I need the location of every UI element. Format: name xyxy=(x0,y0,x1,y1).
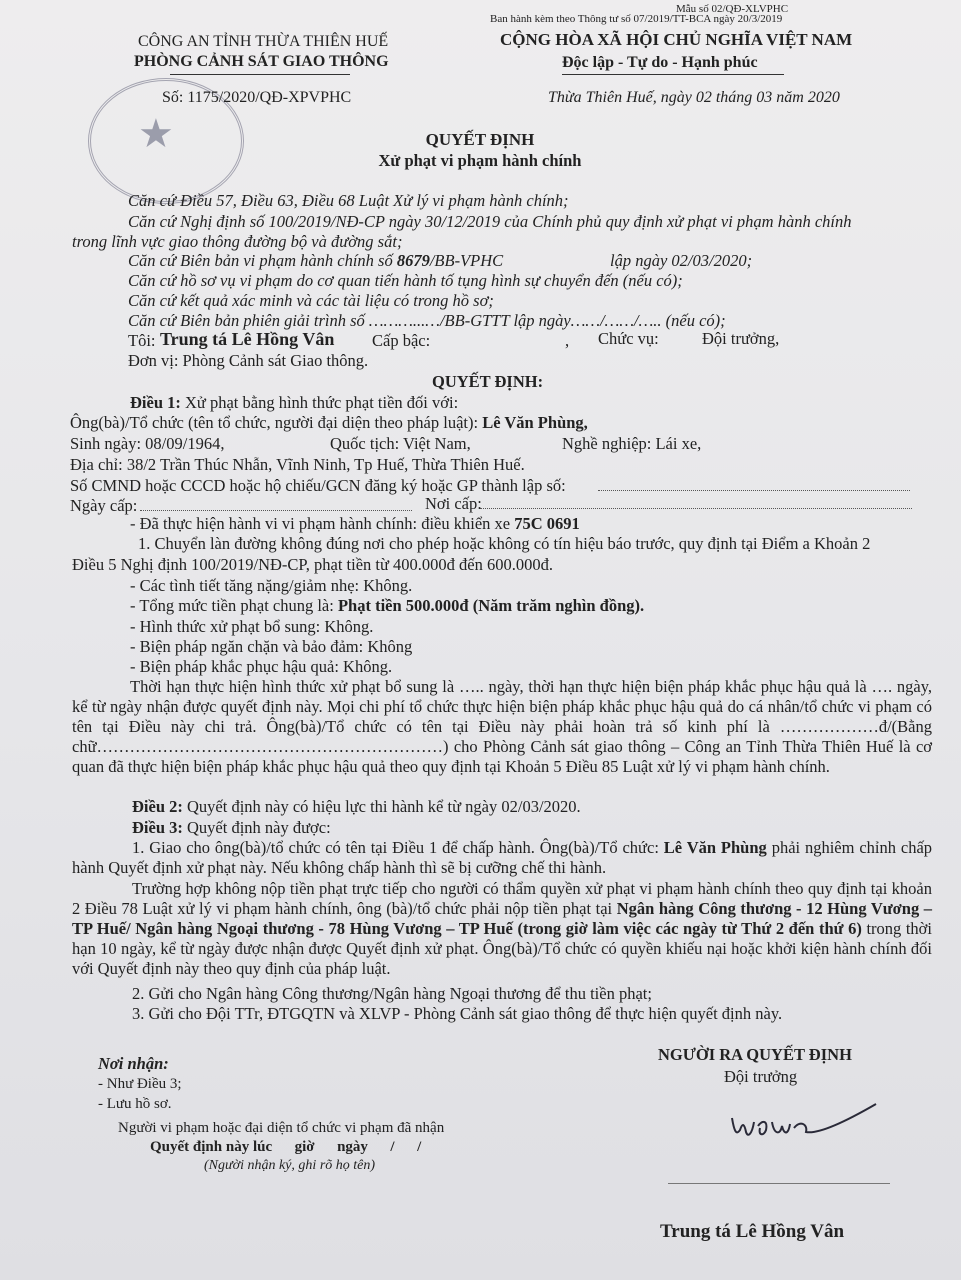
rank-label: Cấp bậc: xyxy=(372,331,431,350)
article-1-label: Điều 1: xyxy=(130,393,181,412)
receipt-line-3: (Người nhận ký, ghi rõ họ tên) xyxy=(204,1158,376,1173)
receipt-line-2: Quyết định này lúc giờ ngày / / xyxy=(150,1139,422,1155)
payment-bank: Ngân hàng Công thương - 12 Hùng Vương – TP Huế/ Ngân hàng Ngoại thương - 78 Hùng Vương – TP Huế (trong giờ làm việc các ngày từ Thứ 2 đến thứ 6) xyxy=(72,899,933,938)
id-dots xyxy=(598,490,910,491)
article-1-paragraph: Thời hạn thực hiện hình thức xử phạt bổ sung là ….. ngày, thời hạn thực hiện biện pháp khắc phục hậu quả là …. ngày, kể từ ngày nhận được quyết định này. Mọi chi phí tổ chức thực hiện biện pháp khắc phục hậu quả do cá nhân/tổ chức vi phạm có tên tại Điều này chi trả. Ông(bà)/Tổ chức có tên tại Điều này phải hoàn trả số kinh phí là ………………đ/(Bằng chữ………………………………………………………) cho Phòng Cảnh sát giao thông – Công an Tỉnh Thừa Thiên Huế là cơ quan đã thực hiện biện pháp khắc phục hậu quả theo quy định tại Khoản 5 Điều 85 Luật xử lý vi phạm hành chính. xyxy=(72,677,932,776)
rank-comma: , xyxy=(565,331,570,350)
item-1-text-a: 1. Giao cho ông(bà)/tổ chức có tên tại Điều 1 để chấp hành. Ông(bà)/Tổ chức: xyxy=(132,838,659,857)
article-3-label: Điều 3: xyxy=(132,818,183,837)
article-3-text: Quyết định này được: xyxy=(187,818,331,837)
basis-1: Căn cứ Điều 57, Điều 63, Điều 68 Luật Xử lý vi phạm hành chính; xyxy=(128,191,569,210)
receipt-line-1: Người vi phạm hoặc đại diện tổ chức vi phạm đã nhận xyxy=(118,1120,445,1136)
payment-text-b: trong thời hạn 10 ngày, kể từ ngày được nhận được Quyết định xử phạt. Ông(bà)/Tổ chức có quyền khiếu nại hoặc khởi kiện hành chính đối với Quyết định này theo quy định của pháp luật. xyxy=(72,919,932,978)
id-label: Số CMND hoặc CCCD hoặc hộ chiếu/GCN đăng ký hoặc GP thành lập số: xyxy=(70,476,566,495)
total-fine-line xyxy=(130,596,644,616)
article-1-text: Xử phạt bằng hình thức phạt tiền đối với: xyxy=(185,393,459,412)
basis-3 xyxy=(128,251,503,271)
violation-line xyxy=(130,514,580,534)
nationality: Quốc tịch: Việt Nam, xyxy=(330,434,471,453)
document-title: QUYẾT ĐỊNH xyxy=(425,130,535,149)
signer-title: NGƯỜI RA QUYẾT ĐỊNH xyxy=(658,1045,852,1064)
form-issued-note: Ban hành kèm theo Thông tư số 07/2019/TT-BCA ngày 20/3/2019 xyxy=(490,13,783,25)
signer-role: Đội trưởng xyxy=(724,1067,798,1086)
stamp-star-icon: ★ xyxy=(138,111,174,156)
preventive-measure: - Biện pháp ngăn chặn và bảo đảm: Không xyxy=(130,637,413,656)
signature-image xyxy=(728,1100,888,1150)
address: Địa chỉ: 38/2 Trần Thúc Nhẫn, Vĩnh Ninh, Tp Huế, Thừa Thiên Huế. xyxy=(70,455,525,474)
total-fine-label: - Tổng mức tiền phạt chung là: xyxy=(130,596,334,615)
motto-underline xyxy=(562,74,784,75)
date-of-birth: Sinh ngày: 08/09/1964, xyxy=(70,434,225,453)
occupation: Nghề nghiệp: Lái xe, xyxy=(562,434,702,453)
position-label: Chức vụ: xyxy=(598,329,659,348)
article-3-item-2: 2. Gửi cho Ngân hàng Công thương/Ngân hàng Ngoại thương để thu tiền phạt; xyxy=(132,984,652,1003)
article-3 xyxy=(132,818,331,838)
person-line xyxy=(70,413,588,433)
payment-text-a: Trường hợp không nộp tiền phạt trực tiếp cho người có thẩm quyền xử phạt vi phạm hành chính theo quy định tại khoản 2 Điều 78 Luật xử lý vi phạm hành chính, ông (bà)/tổ chức phải nộp tiền phạt tại xyxy=(72,879,932,918)
item-1-text-b: phải nghiêm chỉnh chấp hành Quyết định xử phạt này. Nếu không chấp hành thì sẽ bị cưỡng chế thi hành. xyxy=(72,838,933,877)
violation-1a: 1. Chuyển làn đường không đúng nơi cho phép hoặc không có tín hiệu báo trước, quy định tại Điểm a Khoản 2 xyxy=(138,534,871,553)
total-fine-value: Phạt tiền 500.000đ (Năm trăm nghìn đồng). xyxy=(337,596,645,615)
article-2-text: Quyết định này có hiệu lực thi hành kể từ ngày 02/03/2020. xyxy=(187,797,581,816)
person-name: Lê Văn Phùng, xyxy=(482,413,588,432)
basis-3-label: Căn cứ Biên bản vi phạm hành chính số xyxy=(128,251,393,270)
remedial-measure: - Biện pháp khắc phục hậu quả: Không. xyxy=(130,657,393,676)
recipient-2: - Lưu hồ sơ. xyxy=(98,1096,172,1112)
decision-number: Số: 1175/2020/QĐ-XPVPHC xyxy=(162,89,352,106)
decide-heading: QUYẾT ĐỊNH: xyxy=(432,372,544,391)
article-3-item-1 xyxy=(72,838,932,878)
article-3-item-3: 3. Gửi cho Đội TTr, ĐTGQTN và XLVP - Phòng Cảnh sát giao thông để thực hiện quyết định này. xyxy=(132,1004,783,1023)
signer-name: Trung tá Lê Hồng Vân xyxy=(660,1221,845,1242)
department-name: PHÒNG CẢNH SÁT GIAO THÔNG xyxy=(134,53,389,70)
basis-4: Căn cứ hồ sơ vụ vi phạm do cơ quan tiến hành tố tụng hình sự chuyển đến (nếu có); xyxy=(128,271,683,290)
place-date: Thừa Thiên Huế, ngày 02 tháng 03 năm 2020 xyxy=(548,89,840,106)
violation-text: - Đã thực hiện hành vi vi phạm hành chính: điều khiển xe xyxy=(130,514,511,533)
basis-2a: Căn cứ Nghị định số 100/2019/NĐ-CP ngày 30/12/2019 của Chính phủ quy định xử phạt vi phạm hành chính xyxy=(128,212,852,231)
circumstances: - Các tình tiết tăng nặng/giảm nhẹ: Không. xyxy=(130,576,413,595)
issue-place-label: Nơi cấp: xyxy=(425,494,482,513)
agency-name: CÔNG AN TỈNH THỪA THIÊN HUẾ xyxy=(138,33,389,50)
additional-penalty: - Hình thức xử phạt bổ sung: Không. xyxy=(130,617,374,636)
signature-underline xyxy=(668,1183,890,1184)
basis-3-date: lập ngày 02/03/2020; xyxy=(610,251,753,270)
recipients-title: Nơi nhận: xyxy=(98,1054,169,1073)
officer-label: Tôi: xyxy=(128,331,156,350)
issue-date-label: Ngày cấp: xyxy=(70,496,138,515)
basis-6: Căn cứ Biên bản phiên giải trình số ………...…/BB-GTTT lập ngày……/……/….. (nếu có); xyxy=(128,311,726,330)
motto: Độc lập - Tự do - Hạnh phúc xyxy=(562,54,758,71)
unit-line: Đơn vị: Phòng Cảnh sát Giao thông. xyxy=(128,351,369,370)
article-2 xyxy=(132,797,581,817)
article-3-payment-paragraph xyxy=(72,879,932,979)
person-label: Ông(bà)/Tổ chức (tên tổ chức, người đại diện theo pháp luật): xyxy=(70,413,479,432)
nation-name: CỘNG HÒA XÃ HỘI CHỦ NGHĨA VIỆT NAM xyxy=(500,30,853,49)
report-number: 8679 xyxy=(396,251,430,270)
form-number: Mẫu số 02/QĐ-XLVPHC xyxy=(676,3,789,15)
article-2-label: Điều 2: xyxy=(132,797,183,816)
dept-underline xyxy=(170,74,350,75)
position-value: Đội trưởng, xyxy=(702,329,780,348)
violation-1b: Điều 5 Nghị định 100/2019/NĐ-CP, phạt tiền từ 400.000đ đến 600.000đ. xyxy=(72,555,554,574)
issue-place-dots xyxy=(480,508,912,509)
document-subtitle: Xử phạt vi phạm hành chính xyxy=(378,151,582,170)
recipient-1: - Như Điều 3; xyxy=(98,1076,182,1092)
officer-name: Trung tá Lê Hồng Vân xyxy=(160,329,335,349)
item-1-person: Lê Văn Phùng xyxy=(663,838,767,857)
issue-date-dots xyxy=(140,510,412,511)
basis-3-suffix: /BB-VPHC xyxy=(429,251,504,270)
basis-5: Căn cứ kết quả xác minh và các tài liệu có trong hồ sơ; xyxy=(128,291,494,310)
basis-2b: trong lĩnh vực giao thông đường bộ và đường sắt; xyxy=(72,232,403,251)
vehicle-plate: 75C 0691 xyxy=(514,514,580,533)
article-1-heading xyxy=(130,393,458,413)
